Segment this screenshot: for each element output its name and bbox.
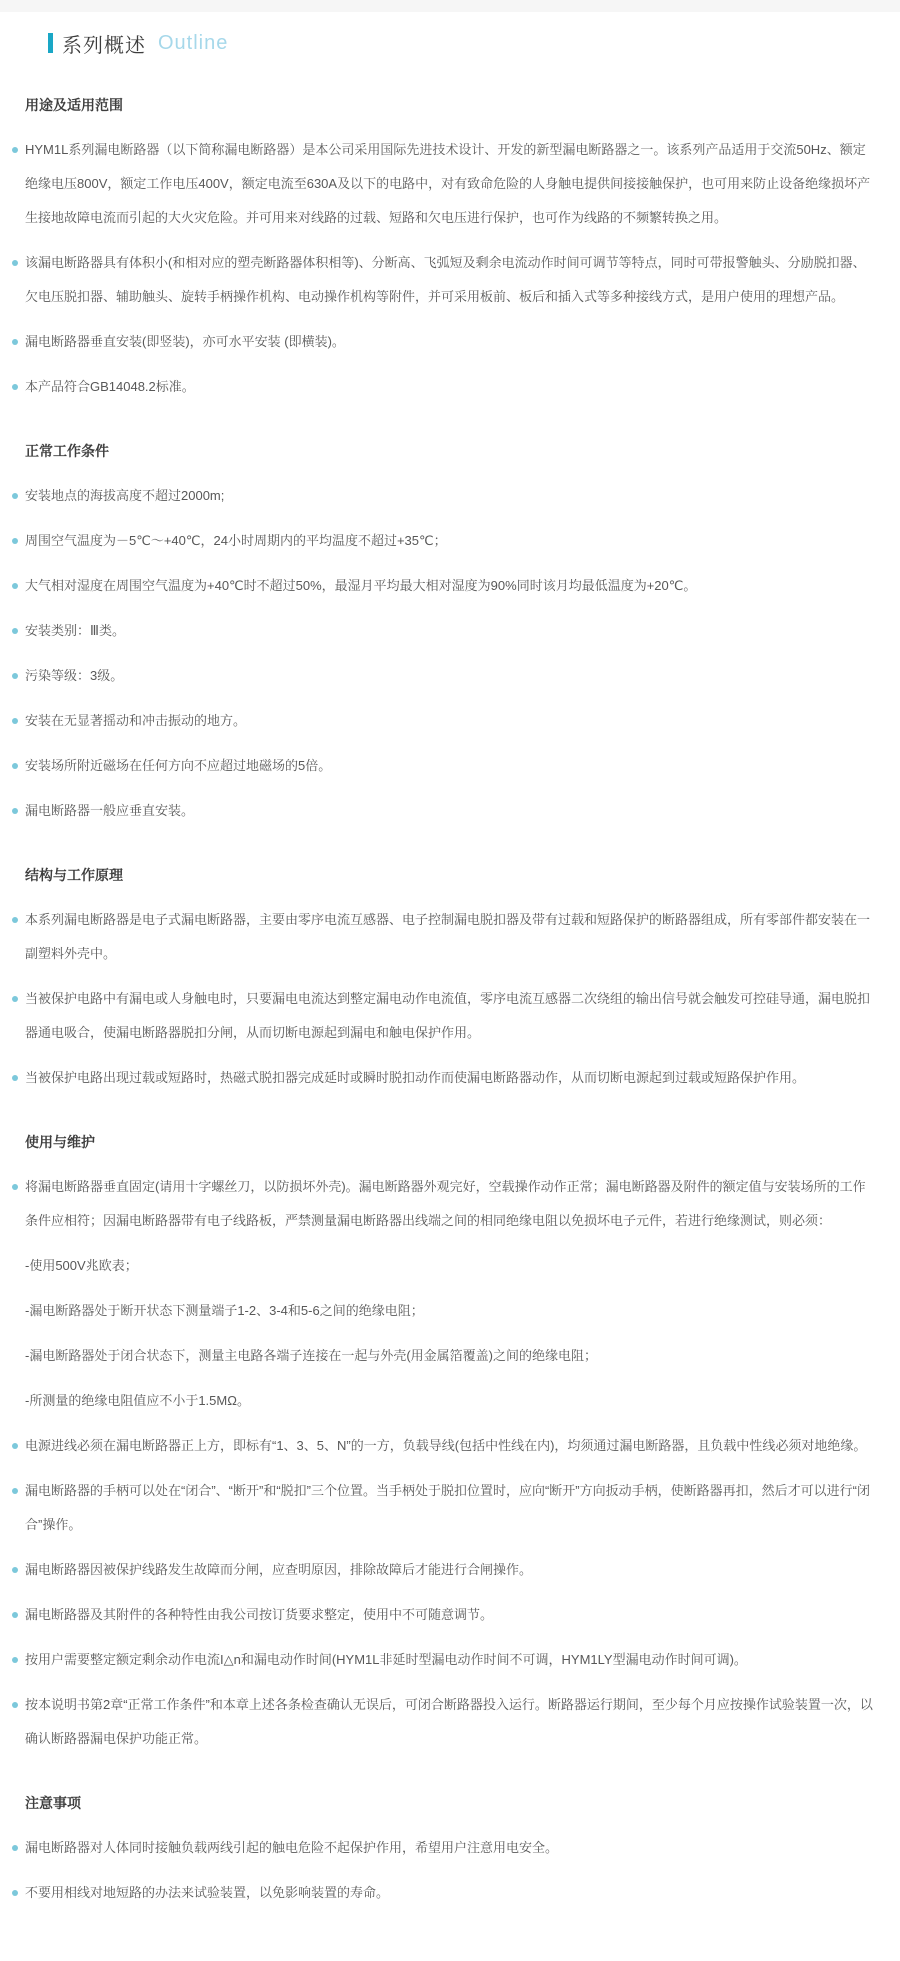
- item-text: 污染等级：3级。: [25, 668, 124, 683]
- item-text: 按本说明书第2章“正常工作条件”和本章上述各条检查确认无误后，可闭合断路器投入运行。断路器运行期间，至少每个月应按操作试验装置一次，以确认断路器漏电保护功能正常。: [25, 1697, 873, 1746]
- item-text: -漏电断路器处于闭合状态下，测量主电路各端子连接在一起与外壳(用金属箔覆盖)之间的绝缘电阻；: [25, 1348, 597, 1363]
- bullet-dot-icon: [12, 583, 18, 589]
- section-heading: 使用与维护: [25, 1134, 95, 1150]
- item-text: 当被保护电路中有漏电或人身触电时，只要漏电电流达到整定漏电动作电流值，零序电流互感器二次绕组的输出信号就会触发可控硅导通，漏电脱扣器通电吸合，使漏电断路器脱扣分闸，从而切断电源起到漏电和触电保护作用。: [25, 991, 871, 1040]
- item-text: 周围空气温度为－5℃～+40℃，24小时周期内的平均温度不超过+35℃；: [25, 533, 447, 548]
- item-text: 该漏电断路器具有体积小(和相对应的塑壳断路器体积相等)、分断高、飞弧短及剩余电流动作时间可调节等特点，同时可带报警触头、分励脱扣器、欠电压脱扣器、辅助触头、旋转手柄操作机构、电动操作机构等附件，并可采用板前、板后和插入式等多种接线方式，是用户使用的理想产品。: [25, 255, 866, 304]
- bullet-item: [25, 794, 878, 828]
- bullet-dot-icon: [12, 996, 18, 1002]
- bullet-dot-icon: [12, 147, 18, 153]
- bullet-item: [25, 1429, 878, 1463]
- bullet-dot-icon: [12, 1075, 18, 1081]
- item-text: 安装地点的海拔高度不超过2000m;: [25, 488, 225, 503]
- bullet-dot-icon: [12, 808, 18, 814]
- section: [25, 436, 878, 828]
- bullet-item: [25, 1170, 878, 1238]
- bullet-dot-icon: [12, 1702, 18, 1708]
- item-text: -所测量的绝缘电阻值应不小于1.5MΩ。: [25, 1393, 250, 1408]
- item-text: 本系列漏电断路器是电子式漏电断路器，主要由零序电流互感器、电子控制漏电脱扣器及带有过载和短路保护的断路器组成，所有零部件都安装在一副塑料外壳中。: [25, 912, 871, 961]
- section-items: [25, 479, 878, 828]
- bullet-dot-icon: [12, 260, 18, 266]
- section: [25, 1127, 878, 1756]
- section-items: [25, 903, 878, 1095]
- page-title-en: Outline: [158, 31, 229, 54]
- bullet-dot-icon: [12, 763, 18, 769]
- bullet-dot-icon: [12, 1845, 18, 1851]
- bullet-item: [25, 749, 878, 783]
- bullet-item: [25, 1061, 878, 1095]
- item-text: -漏电断路器处于断开状态下测量端子1-2、3-4和5-6之间的绝缘电阻；: [25, 1303, 424, 1318]
- bullet-dot-icon: [12, 1443, 18, 1449]
- section-heading: 正常工作条件: [25, 443, 109, 459]
- bullet-item: [25, 370, 878, 404]
- bullet-item: [25, 1474, 878, 1542]
- accent-bar-icon: [48, 33, 53, 53]
- bullet-dot-icon: [12, 538, 18, 544]
- bullet-dot-icon: [12, 1612, 18, 1618]
- bullet-item: [25, 1831, 878, 1865]
- bullet-dot-icon: [12, 384, 18, 390]
- bullet-dot-icon: [12, 1488, 18, 1494]
- bullet-item: [25, 133, 878, 235]
- section: [25, 860, 878, 1095]
- bullet-dot-icon: [12, 718, 18, 724]
- sub-item: [25, 1384, 878, 1418]
- section: [25, 1788, 878, 1910]
- bullet-dot-icon: [12, 1657, 18, 1663]
- bullet-item: [25, 903, 878, 971]
- item-text: 安装场所附近磁场在任何方向不应超过地磁场的5倍。: [25, 758, 332, 773]
- item-text: -使用500V兆欧表；: [25, 1258, 138, 1273]
- bullet-item: [25, 704, 878, 738]
- item-text: 漏电断路器的手柄可以处在“闭合”、“断开”和“脱扣”三个位置。当手柄处于脱扣位置时，应向“断开”方向扳动手柄，使断路器再扣，然后才可以进行“闭合”操作。: [25, 1483, 870, 1532]
- bullet-dot-icon: [12, 917, 18, 923]
- item-text: 将漏电断路器垂直固定(请用十字螺丝刀，以防损坏外壳)。漏电断路器外观完好，空载操作动作正常；漏电断路器及附件的额定值与安装场所的工作条件应相符；因漏电断路器带有电子线路板，严禁测量漏电断路器出线端之间的相同绝缘电阻以免损坏电子元件，若进行绝缘测试，则必须：: [25, 1179, 866, 1228]
- item-text: 漏电断路器一般应垂直安装。: [25, 803, 195, 818]
- bullet-item: [25, 524, 878, 558]
- bullet-item: [25, 982, 878, 1050]
- item-text: 本产品符合GB14048.2标准。: [25, 379, 195, 394]
- bullet-dot-icon: [12, 493, 18, 499]
- item-text: 漏电断路器垂直安装(即竖装)，亦可水平安装 (即横装)。: [25, 334, 345, 349]
- section-heading: 结构与工作原理: [25, 867, 123, 883]
- bullet-item: [25, 614, 878, 648]
- section-heading: 用途及适用范围: [25, 97, 123, 113]
- bullet-item: [25, 246, 878, 314]
- item-text: 不要用相线对地短路的办法来试验装置，以免影响装置的寿命。: [25, 1885, 390, 1900]
- item-text: 安装类别：Ⅲ类。: [25, 623, 125, 638]
- bullet-item: [25, 1643, 878, 1677]
- bullet-item: [25, 479, 878, 513]
- section-items: [25, 133, 878, 404]
- item-text: 漏电断路器对人体同时接触负载两线引起的触电危险不起保护作用，希望用户注意用电安全。: [25, 1840, 559, 1855]
- item-text: 电源进线必须在漏电断路器正上方，即标有“1、3、5、N”的一方，负载导线(包括中性线在内)，均须通过漏电断路器，且负载中性线必须对地绝缘。: [25, 1438, 867, 1453]
- bullet-dot-icon: [12, 1184, 18, 1190]
- bullet-item: [25, 569, 878, 603]
- item-text: 当被保护电路出现过载或短路时，热磁式脱扣器完成延时或瞬时脱扣动作而使漏电断路器动作，从而切断电源起到过载或短路保护作用。: [25, 1070, 806, 1085]
- item-text: 漏电断路器因被保护线路发生故障而分闸，应查明原因，排除故障后才能进行合闸操作。: [25, 1562, 533, 1577]
- bullet-dot-icon: [12, 1567, 18, 1573]
- item-text: 大气相对湿度在周围空气温度为+40℃时不超过50%，最湿月平均最大相对湿度为90%同时该月均最低温度为+20℃。: [25, 578, 697, 593]
- page-header: [48, 28, 878, 58]
- item-text: HYM1L系列漏电断路器（以下简称漏电断路器）是本公司采用国际先进技术设计、开发的新型漏电断路器之一。该系列产品适用于交流50Hz、额定绝缘电压800V，额定工作电压400V，额定电流至630A及以下的电路中，对有致命危险的人身触电提供间接接触保护，也可用来防止设备绝缘损坏产生接地故障电流而引起的大火灾危险。并可用来对线路的过载、短路和欠电压进行保护，也可作为线路的不频繁转换之用。: [25, 142, 871, 225]
- content-card: [0, 12, 900, 1961]
- bullet-dot-icon: [12, 673, 18, 679]
- section-items: [25, 1170, 878, 1756]
- bullet-item: [25, 1598, 878, 1632]
- sub-item: [25, 1339, 878, 1373]
- section: [25, 90, 878, 404]
- bullet-dot-icon: [12, 339, 18, 345]
- bullet-dot-icon: [12, 1890, 18, 1896]
- item-text: 漏电断路器及其附件的各种特性由我公司按订货要求整定，使用中不可随意调节。: [25, 1607, 494, 1622]
- content: [0, 90, 878, 1910]
- bullet-item: [25, 325, 878, 359]
- sub-item: [25, 1294, 878, 1328]
- bullet-item: [25, 1876, 878, 1910]
- section-items: [25, 1831, 878, 1910]
- page-title: 系列概述: [62, 34, 146, 57]
- bullet-item: [25, 1688, 878, 1756]
- item-text: 按用户需要整定额定剩余动作电流I△n和漏电动作时间(HYM1L非延时型漏电动作时间不可调，HYM1LY型漏电动作时间可调)。: [25, 1652, 747, 1667]
- bullet-item: [25, 1553, 878, 1587]
- sub-item: [25, 1249, 878, 1283]
- item-text: 安装在无显著摇动和冲击振动的地方。: [25, 713, 247, 728]
- bullet-dot-icon: [12, 628, 18, 634]
- section-heading: 注意事项: [25, 1795, 81, 1811]
- bullet-item: [25, 659, 878, 693]
